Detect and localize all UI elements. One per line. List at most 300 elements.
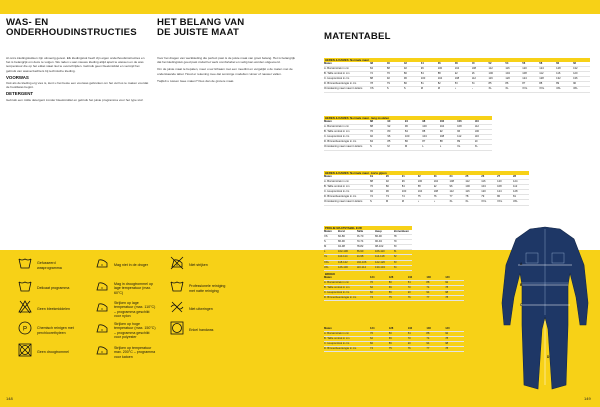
table-cell: 88 — [370, 180, 373, 184]
table-cell: 128 — [388, 327, 394, 330]
legend-item — [18, 279, 79, 298]
table-cell: 82 — [393, 255, 397, 259]
size-text-p3: Twijfelt u tussen twee maten? Kies dan de grotere maat. — [157, 78, 235, 83]
legend-label: Geen bleekmiddelen — [37, 307, 70, 312]
size-table — [324, 226, 412, 271]
size-table — [324, 116, 492, 151]
table-cell: 58 — [539, 62, 543, 65]
table-row — [324, 347, 464, 352]
svg-text:P: P — [22, 326, 28, 333]
table-cell: 116 — [505, 67, 510, 71]
legend-label: Strijken op lage temperatuur (max. 110°C) – programma geschikt voor nylon — [114, 301, 156, 318]
table-cell: 81 — [420, 82, 424, 86]
no-tumble-dry-icon — [18, 343, 32, 362]
table-cell: 84 — [407, 281, 411, 285]
table-cell: 88 — [370, 77, 373, 81]
size-table — [324, 58, 590, 93]
table-cell: 86-90 — [338, 240, 345, 244]
no-iron-icon — [170, 256, 184, 275]
table-cell: 76 — [370, 281, 373, 285]
table-cell: 80 — [497, 195, 501, 199]
legend-item — [95, 279, 156, 298]
table-cell: 96 — [404, 125, 408, 129]
table-cell: 3XL — [573, 87, 578, 91]
table-cell: Maten — [324, 230, 332, 233]
size-text — [157, 56, 300, 86]
table-cell: 82 — [437, 82, 441, 86]
legend-item — [95, 256, 156, 275]
table-cell: 79 — [386, 82, 390, 86]
table-cell: 77 — [426, 296, 430, 300]
table-cell: 106 — [457, 120, 462, 123]
table-cell: 80 — [387, 130, 391, 134]
table-cell: 84 — [393, 265, 397, 269]
table-cell: M — [387, 145, 390, 149]
table-cell: 84 — [420, 72, 424, 76]
table-cell: 85 — [387, 140, 391, 144]
table-cell: 110-114 — [356, 265, 366, 269]
table-cell: 80 — [385, 185, 389, 189]
size-text-p2: Om de juiste maat te bepalen, meet u uw lichaam met een meetlint en vergelijkt u de maten met de onderstaande tabel. Houd er rekening mee dat sommige modellen ruimer of nauwer vallen. — [157, 67, 293, 76]
table-cell: 84 — [370, 140, 373, 144]
table-cell: 140 — [445, 327, 450, 330]
page-number-right: 149 — [584, 396, 591, 401]
table-cell: C. Heupomtrek in cm — [324, 77, 350, 81]
figure-label-d: D — [547, 355, 550, 359]
table-cell: 90 — [407, 291, 411, 295]
table-cell: 76 — [370, 130, 373, 134]
table-cell: 26 — [481, 175, 485, 178]
table-cell: 79 — [393, 240, 397, 244]
legend-item — [170, 256, 231, 275]
table-cell: 52 — [488, 62, 492, 65]
table-cell: 124 — [497, 190, 502, 194]
table-cell: 88 — [417, 185, 421, 189]
table-row — [324, 266, 412, 271]
table-cell: 25 — [465, 175, 469, 178]
table-cell: L — [471, 87, 474, 91]
table-cell: L — [324, 250, 326, 254]
size-text-p1: Voor het dragen van werkkleding die perfect past is de juiste maat van groot belang. Het is belangrijk dat het kledingstuk goed past zodat het werk comfortabel en veilig kan worden uitgevoerd. — [157, 56, 295, 65]
table-cell: 100 — [422, 125, 427, 129]
table-cell: C. Heupomtrek in cm — [324, 190, 350, 194]
table-cell: B. Taille omtrek in cm — [324, 130, 350, 134]
table-cell: 62 — [370, 337, 373, 341]
table-cell: 38 — [370, 62, 373, 65]
table-cell: 94 — [426, 291, 430, 295]
table-cell: 100 — [404, 135, 410, 139]
table-row — [324, 87, 590, 92]
table-cell: 80 — [388, 332, 392, 336]
table-cell: 72 — [370, 72, 373, 76]
table-cell: 124 — [539, 67, 544, 71]
table-cell: 124 — [513, 180, 518, 184]
size-table — [324, 323, 464, 352]
table-cell: 112 — [471, 77, 476, 81]
table-cell: 116 — [474, 135, 479, 139]
table-cell: 116 — [556, 72, 561, 76]
table-cell: 108 — [497, 185, 502, 189]
table-cell: C. Heupomtrek in cm — [324, 291, 350, 295]
table-cell: 106-110 — [375, 250, 385, 254]
legend-item — [170, 321, 231, 340]
figure-label-c: C — [520, 303, 523, 307]
table-cell: 87 — [522, 82, 526, 86]
table-cell: 80 — [403, 82, 407, 86]
table-cell: 84 — [471, 82, 475, 86]
legend-label: Enkel handwas — [189, 328, 214, 333]
table-cell: XXL — [324, 260, 330, 264]
table-cell: 81 — [393, 250, 397, 254]
care-prewash-text: Ook als de kleding erg vies is, kunt u het beste een voorwas gebruiken om het vuil los te maken voordat de hoofdwas begint. — [6, 81, 149, 90]
table-cell: M — [437, 87, 440, 91]
table-cell: 78 — [445, 286, 449, 290]
dry-clean-p-icon — [18, 321, 32, 340]
table-cell: 116 — [465, 190, 470, 194]
table-cell: L — [439, 145, 442, 149]
legend-item — [18, 321, 79, 340]
table-cell: L — [454, 87, 457, 91]
table-cell: 104 — [439, 125, 445, 129]
table-title: HEREN & DAMES: Normale maat — [324, 58, 590, 62]
table-cell: 124 — [522, 77, 527, 81]
table-cell: 23 — [433, 175, 437, 178]
table-cell: Omrekening naar maat in letters — [324, 200, 363, 204]
table-cell: 80 — [393, 245, 397, 249]
table-cell: 130-134 — [375, 265, 385, 269]
table-cell: XXL — [522, 87, 528, 91]
table-cell: XXL — [481, 200, 487, 204]
table-cell: 76 — [433, 195, 437, 199]
table-cell: XL — [449, 200, 453, 204]
table-cell: 62 — [573, 62, 577, 65]
table-cell: 50 — [471, 62, 475, 65]
table-cell: 132 — [573, 67, 578, 71]
table-cell: 88 — [437, 72, 441, 76]
care-detergent-text: Gebruik een milde detergent zonder bleekmiddel en gebruik het juiste programma voor het type stof. — [6, 97, 144, 102]
table-cell: 44 — [420, 62, 424, 65]
care-sub-prewash: VOORWAS — [6, 74, 29, 80]
table-cell: 40 — [386, 62, 390, 65]
table-cell: 72 — [370, 195, 373, 199]
table-row — [324, 145, 492, 150]
table-cell: 85 — [488, 82, 492, 86]
legend-item — [95, 300, 156, 319]
table-cell: 88 — [439, 140, 443, 144]
table-cell: 92 — [433, 185, 437, 189]
table-cell: 86 — [388, 291, 392, 295]
table-cell: D. Binnenbeenlengte in cm — [324, 195, 357, 199]
table-cell: Maten — [324, 175, 332, 178]
table-cell: 27 — [497, 175, 501, 178]
table-cell: Omrekening naar maat in letters — [324, 145, 363, 149]
table-cell: 3XL — [556, 87, 561, 91]
table-cell: 86 — [388, 342, 392, 346]
figure-label-a: A — [520, 262, 523, 266]
tumble-dry-icon — [170, 321, 184, 340]
table-cell: 76 — [370, 185, 373, 189]
figure-label-b: B — [520, 283, 523, 287]
table-cell: L — [422, 145, 424, 149]
table-cell: 104 — [417, 190, 423, 194]
table-cell: 86 — [404, 140, 408, 144]
table-cell: 110 — [474, 120, 479, 123]
table-cell: 108 — [457, 125, 462, 129]
table-cell: 112 — [474, 125, 479, 129]
table-cell: 102-106 — [338, 250, 348, 254]
table-cell: XXL — [497, 200, 503, 204]
table-cell: 132 — [556, 77, 561, 81]
table-cell: 92 — [370, 190, 373, 194]
table-cell: 82 — [370, 342, 373, 346]
table-cell: 112 — [488, 67, 493, 71]
table-cell: 90 — [573, 82, 577, 86]
legend-label: Professionele reiniging met natte reiniging — [189, 284, 226, 293]
table-cell: B. Taille omtrek in cm — [324, 337, 350, 341]
table-cell: 96 — [457, 130, 461, 134]
table-cell: 22 — [417, 175, 421, 178]
legend-label: Mag in droogtrommel op lage temperatuur (max. 60°C) — [114, 282, 153, 295]
table-cell: 104 — [454, 67, 460, 71]
table-cell: 77 — [449, 195, 453, 199]
table-cell: 96 — [401, 180, 405, 184]
table-cell: 75 — [388, 347, 392, 351]
table-cell: 94-98 — [356, 255, 364, 259]
table-cell: 78 — [445, 337, 449, 341]
table-cell: 122-126 — [375, 260, 385, 264]
table-cell: 136 — [573, 77, 578, 81]
table-cell: XL — [465, 200, 469, 204]
table-cell: XXL — [539, 87, 545, 91]
table-cell: 96 — [471, 72, 475, 76]
table-cell: 74 — [426, 337, 430, 341]
care-intro: Al onze kledingstukken zijn uitvoerig getest. Elk kledingstuk heeft zijn eigen onderhoudsinstructies en het is belangrijk om deze te volgen. We raden u aan nieuwe kleding altijd apart te wassen en de was temperatuur die op het etiket staat niet te overschrijden. Gebruik geen bleekmiddel en vermijd het gebruik van wasverzachters bij technische kleding. — [6, 56, 145, 73]
table-cell: 79 — [481, 195, 485, 199]
table-cell: 87 — [422, 140, 426, 144]
table-cell: 88 — [426, 281, 430, 285]
table-cell: 74 — [370, 347, 373, 351]
legend-label: Geen droogtrommel — [37, 350, 69, 355]
table-cell: S — [370, 145, 372, 149]
table-cell: 24 — [449, 175, 453, 178]
legend-label: Chemisch reinigen met perchloorethyleen — [37, 326, 74, 335]
legend-label: Gefusseerd wasprogramma — [37, 261, 62, 270]
table-cell: 74 — [370, 296, 373, 300]
table-cell: Taille — [356, 230, 364, 233]
table-cell: 100 — [417, 180, 423, 184]
table-cell: A. Borstomtrek in cm — [324, 281, 349, 285]
table-cell: 84 — [404, 130, 408, 134]
table-cell: 66 — [388, 337, 392, 341]
table-cell: 76 — [370, 332, 373, 336]
size-table — [324, 171, 529, 206]
table-cell: M — [404, 145, 408, 149]
table-cell: Maten — [324, 327, 332, 330]
legend-label: Mag niet in de droger — [114, 263, 148, 268]
table-cell: Omrekening naar maat in letters — [324, 87, 363, 91]
table-cell: 42 — [403, 62, 407, 65]
table-cell: 108 — [454, 77, 460, 81]
table-cell: Maten — [324, 276, 332, 279]
table-cell: 82-86 — [338, 235, 345, 239]
wash-30-icon — [18, 256, 32, 275]
table-cell: 84 — [407, 332, 411, 336]
table-cell: 100 — [420, 77, 426, 81]
table-cell: 84 — [401, 185, 405, 189]
table-cell: XS — [324, 235, 328, 239]
size-heading: HET BELANG VAN DE JUISTE MAAT — [157, 17, 245, 38]
table-cell: 104 — [433, 180, 439, 184]
table-cell: D. Binnenbeenlengte in cm — [324, 140, 357, 144]
table-cell: 96 — [385, 190, 389, 194]
table-cell: 98 — [445, 291, 449, 295]
table-cell: 66-70 — [356, 235, 364, 239]
table-cell: Maten — [324, 62, 332, 65]
table-cell: 89 — [556, 82, 560, 86]
care-text — [6, 56, 149, 105]
table-cell: 92 — [385, 180, 389, 184]
table-cell: 124 — [370, 276, 375, 279]
table-cell: 120 — [573, 72, 578, 76]
table-cell: 78 — [445, 347, 449, 351]
table-cell: 110-114 — [338, 255, 348, 259]
table-cell: 92 — [403, 67, 407, 71]
table-cell: 92 — [386, 77, 390, 81]
table-cell: 108 — [522, 72, 527, 76]
table-cell: 78-82 — [356, 245, 364, 249]
table-cell: XL — [324, 255, 328, 259]
table-row — [324, 200, 529, 205]
table-cell: 80 — [403, 72, 407, 76]
table-cell: 70-74 — [356, 240, 364, 244]
table-cell: 92 — [439, 130, 443, 134]
table-cell: 120 — [497, 180, 502, 184]
table-cell: 83 — [454, 82, 458, 86]
table-cell: 83 — [393, 260, 397, 264]
top-accent-bar — [0, 0, 600, 14]
table-cell: 84 — [370, 67, 373, 71]
table-cell: 136 — [426, 327, 431, 330]
legend-item — [18, 343, 79, 362]
table-cell: 66 — [388, 286, 392, 290]
table-cell: M — [401, 200, 405, 204]
table-title: BROEK — [324, 272, 464, 276]
table-cell: 96 — [387, 135, 391, 139]
table-cell: 75 — [417, 195, 421, 199]
table-cell: 20 — [385, 175, 389, 178]
table-cell: 112 — [513, 185, 518, 189]
iron-200-icon — [95, 343, 109, 362]
table-cell: 74 — [426, 286, 430, 290]
table-cell: 21 — [401, 175, 405, 178]
legend-label: Strijken op hoge temperatuur (max. 150°C) – programma geschikt voor polyester — [114, 322, 156, 339]
legend-label: Niet uitwringen — [189, 307, 213, 312]
table-cell: 112 — [449, 190, 454, 194]
table-cell: 108 — [439, 135, 445, 139]
table-cell: 132 — [407, 327, 413, 330]
table-row — [324, 296, 464, 301]
table-cell: L — [417, 200, 420, 204]
table-cell: Binnenbeen — [393, 230, 409, 233]
table-cell: 108 — [449, 180, 454, 184]
table-cell: 48 — [454, 62, 458, 65]
table-cell: Borst — [338, 230, 346, 233]
table-cell: 76 — [407, 296, 411, 300]
table-cell: 100 — [437, 67, 443, 71]
table-cell: 120 — [505, 77, 510, 81]
table-cell: 60 — [556, 62, 560, 65]
table-cell: D. Binnenbeenlengte in cm — [324, 296, 357, 300]
table-cell: B. Taille omtrek in cm — [324, 72, 350, 76]
table-cell: XL — [457, 145, 461, 149]
care-sub-detergent: DETERGENT — [6, 91, 34, 97]
table-cell: 88 — [370, 125, 373, 129]
table-cell: S — [403, 87, 406, 91]
table-cell: 116 — [488, 77, 493, 81]
table-cell: 92 — [387, 125, 391, 129]
table-cell: 104 — [422, 135, 427, 139]
table-cell: 94 — [404, 120, 408, 123]
table-cell: 73 — [385, 195, 389, 199]
table-cell: 94-98 — [338, 245, 345, 249]
table-cell: 92 — [454, 72, 458, 76]
table-cell: 76 — [386, 72, 390, 76]
table-cell: 86-90 — [356, 250, 364, 254]
table-cell: 98-102 — [375, 245, 384, 249]
table-cell: 70 — [407, 286, 411, 290]
table-cell: 92 — [370, 135, 373, 139]
table-cell: 128 — [556, 67, 561, 71]
table-cell: M — [420, 87, 424, 91]
professional-wet-icon — [170, 279, 184, 298]
table-cell: 56 — [522, 62, 526, 65]
table-cell: Maten — [324, 120, 332, 123]
table-cell: 102-106 — [356, 260, 367, 264]
table-cell: 104 — [437, 77, 443, 81]
no-wring-icon — [170, 300, 184, 319]
legend-item — [95, 343, 156, 362]
table-cell: XS — [370, 87, 374, 91]
table-cell: C. Heupomtrek in cm — [324, 342, 350, 346]
table-cell: 108 — [433, 190, 439, 194]
table-cell: C. Heupomtrek in cm — [324, 135, 350, 139]
table-cell: 81 — [513, 195, 517, 199]
iron-medium-icon — [95, 279, 109, 298]
table-cell: 100 — [488, 72, 493, 76]
care-heading: WAS- EN ONDERHOUDINSTRUCTIES — [6, 17, 137, 38]
table-cell: 128 — [539, 77, 544, 81]
legend-item — [18, 300, 79, 319]
table-cell: 88 — [386, 67, 390, 71]
table-cell: 89 — [457, 140, 461, 144]
table-cell: 128 — [513, 190, 518, 194]
table-cell: XL — [474, 145, 478, 149]
size-table — [324, 272, 464, 301]
table-cell: 114-118 — [375, 255, 385, 259]
table-cell: 108 — [471, 67, 477, 71]
table-cell: 124 — [370, 327, 375, 330]
table-cell: 46 — [437, 62, 441, 65]
table-cell: 88 — [539, 82, 543, 86]
table-cell: D. Binnenbeenlengte in cm — [324, 347, 357, 351]
table-cell: 112 — [539, 72, 544, 76]
table-cell: B. Taille omtrek in cm — [324, 286, 350, 290]
table-cell: 78 — [393, 235, 397, 239]
table-cell: 136 — [426, 276, 431, 279]
table-cell: 128 — [388, 276, 394, 279]
table-cell: 140 — [445, 276, 450, 279]
table-cell: L — [433, 200, 436, 204]
